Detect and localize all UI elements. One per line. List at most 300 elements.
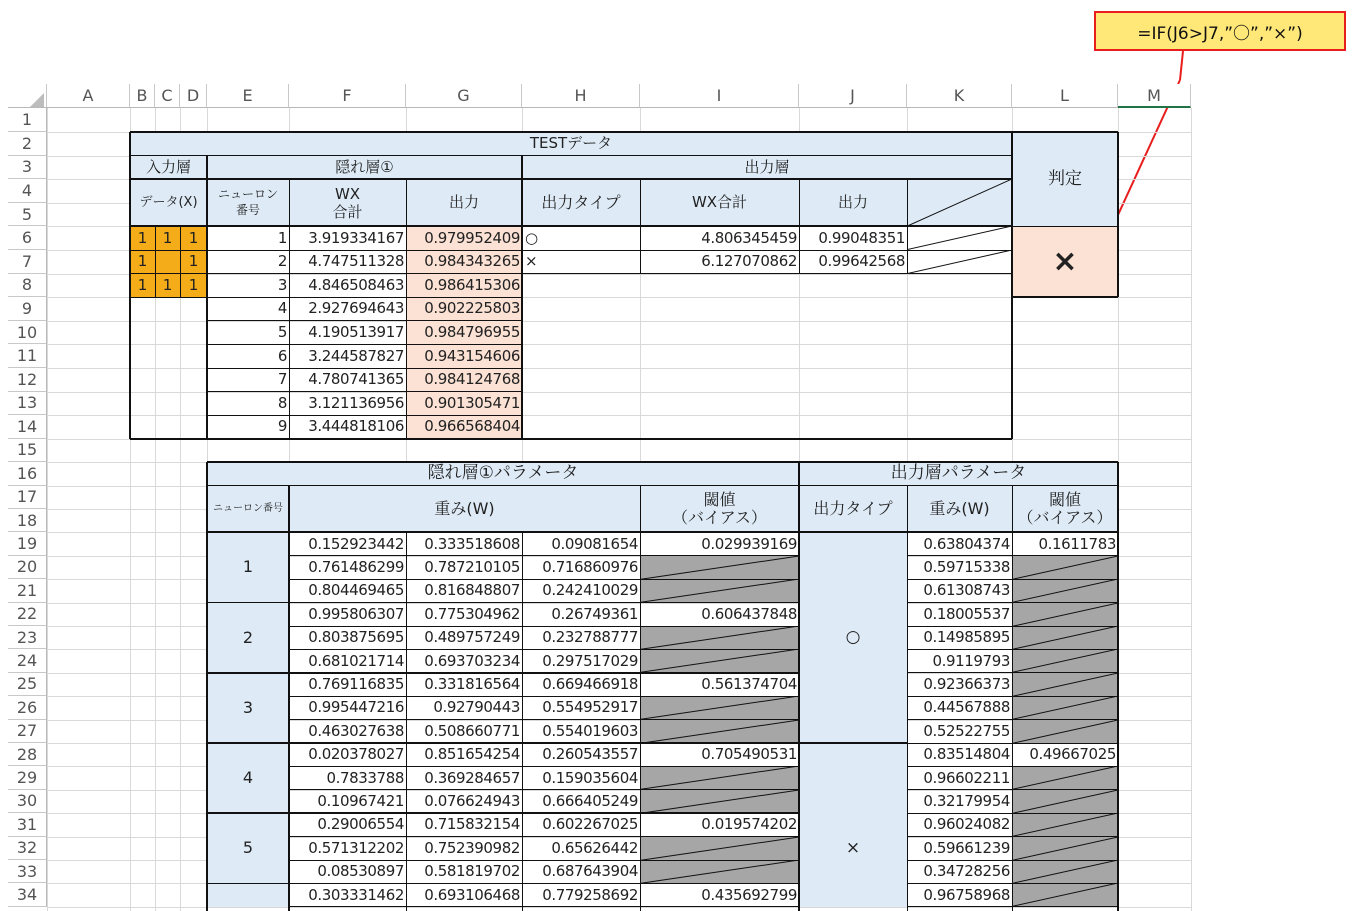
- weight-value[interactable]: 0.581819702: [424, 862, 520, 881]
- output-weight-value[interactable]: 0.83514804: [923, 745, 1010, 764]
- table-border: [289, 860, 799, 861]
- row-header-28[interactable]: 28: [8, 743, 47, 766]
- table-border: [798, 462, 800, 911]
- row-header-33[interactable]: 33: [8, 860, 47, 883]
- output-wx-value[interactable]: 6.127070862: [701, 252, 797, 271]
- test-title[interactable]: TESTデータ: [130, 132, 1012, 156]
- weight-value[interactable]: 0.715832154: [424, 815, 520, 834]
- column-header-B[interactable]: B: [130, 84, 155, 108]
- weight-value[interactable]: 0.995447216: [308, 698, 404, 717]
- wx-sum-value[interactable]: 3.244587827: [308, 346, 404, 365]
- table-border: [207, 812, 289, 814]
- column-header-M[interactable]: M: [1118, 84, 1191, 108]
- data-x-header[interactable]: データ(X): [130, 179, 207, 226]
- table-border: [289, 579, 799, 580]
- neuron-number[interactable]: 9: [277, 417, 287, 436]
- input-layer-header[interactable]: 入力層: [130, 156, 207, 180]
- wx-sum-value[interactable]: 3.121136956: [308, 393, 404, 412]
- output-weight-value[interactable]: 0.9119793: [932, 651, 1010, 670]
- table-border: [907, 766, 1118, 767]
- neuron-number[interactable]: 5: [277, 323, 287, 342]
- output-weight-value[interactable]: 0.63804374: [923, 534, 1010, 553]
- table-border: [907, 179, 908, 226]
- diagonal-line: [1012, 860, 1118, 883]
- row-header-17[interactable]: 17: [8, 486, 47, 509]
- input-cell[interactable]: 1: [130, 250, 155, 274]
- table-border: [207, 883, 289, 885]
- table-border: [1012, 226, 1118, 228]
- row-header-23[interactable]: 23: [8, 626, 47, 649]
- column-header-H[interactable]: H: [522, 84, 640, 108]
- select-all-triangle-icon: [28, 92, 44, 106]
- row-header-19[interactable]: 19: [8, 532, 47, 555]
- table-border: [907, 883, 1118, 884]
- threshold2-header[interactable]: 閾値 （バイアス）: [1012, 486, 1118, 533]
- table-border: [907, 672, 1118, 673]
- param-neuron-number[interactable]: [207, 883, 289, 906]
- output-weight-value[interactable]: 0.14985895: [923, 628, 1010, 647]
- neuron-number[interactable]: 3: [277, 275, 287, 294]
- diagonal-line: [1012, 720, 1118, 743]
- row-header-4[interactable]: 4: [8, 179, 47, 203]
- weight-value[interactable]: 0.804469465: [308, 581, 404, 600]
- weight-value[interactable]: 0.779258692: [542, 885, 638, 904]
- table-border: [207, 485, 1118, 487]
- column-header-I[interactable]: I: [640, 84, 799, 108]
- hidden-output-value[interactable]: 0.966568404: [406, 415, 522, 439]
- table-border: [640, 486, 641, 911]
- weight-value[interactable]: 0.09081654: [551, 534, 638, 553]
- table-border: [907, 579, 1118, 580]
- table-border: [207, 415, 522, 416]
- weight-value[interactable]: 0.681021714: [308, 651, 404, 670]
- table-border: [207, 320, 522, 321]
- row-header-20[interactable]: 20: [8, 556, 47, 579]
- neuron-number-header[interactable]: ニューロン 番号: [207, 179, 289, 226]
- table-border: [155, 226, 156, 297]
- table-border: [1117, 462, 1119, 911]
- row-header-32[interactable]: 32: [8, 837, 47, 860]
- hidden-output-value[interactable]: 0.901305471: [406, 392, 522, 416]
- wx-sum-value[interactable]: 4.780741365: [308, 370, 404, 389]
- weight-value[interactable]: 0.020378027: [308, 745, 404, 764]
- table-border: [1012, 296, 1118, 298]
- column-header-K[interactable]: K: [907, 84, 1012, 108]
- param-neuron-number[interactable]: 3: [207, 673, 289, 743]
- output-weight-value[interactable]: 0.52522755: [923, 721, 1010, 740]
- table-border: [799, 179, 800, 273]
- param-neuron-number[interactable]: 5: [207, 813, 289, 883]
- table-border: [130, 225, 1012, 227]
- table-border: [907, 743, 1118, 744]
- table-border: [207, 531, 1118, 533]
- table-border: [207, 344, 522, 345]
- neuron-number[interactable]: 2: [277, 252, 287, 271]
- weight-value[interactable]: 0.554019603: [542, 721, 638, 740]
- row-header-16[interactable]: 16: [8, 462, 47, 485]
- wx-sum-value[interactable]: 4.747511328: [308, 252, 404, 271]
- bias-value[interactable]: 0.705490531: [701, 745, 797, 764]
- table-border: [289, 883, 799, 885]
- table-border: [206, 156, 208, 439]
- bias-value[interactable]: 0.435692799: [701, 885, 797, 904]
- output-type-value[interactable]: ×: [525, 252, 538, 271]
- table-border: [207, 602, 289, 604]
- row-header-12[interactable]: 12: [8, 368, 47, 392]
- table-border: [289, 836, 799, 837]
- table-border: [799, 742, 907, 744]
- weight-value[interactable]: 0.752390982: [424, 838, 520, 857]
- weight-value[interactable]: 0.369284657: [424, 768, 520, 787]
- row-header-15[interactable]: 15: [8, 439, 47, 462]
- diagonal-line: [640, 626, 799, 649]
- bias-value[interactable]: 0.561374704: [701, 674, 797, 693]
- hidden-output-value[interactable]: 0.943154606: [406, 344, 522, 368]
- table-border: [129, 132, 131, 439]
- row-header-2[interactable]: 2: [8, 132, 47, 156]
- weight-value[interactable]: 0.687643904: [542, 862, 638, 881]
- output-weight-value[interactable]: 0.59661239: [923, 838, 1010, 857]
- gridline: [1191, 108, 1192, 911]
- input-cell[interactable]: 1: [130, 274, 155, 298]
- diagonal-line: [1012, 883, 1118, 906]
- param-output-type[interactable]: ×: [799, 743, 907, 907]
- input-cell[interactable]: 1: [130, 226, 155, 250]
- input-cell[interactable]: [155, 250, 180, 274]
- output-param-title[interactable]: 出力層パラメータ: [799, 462, 1118, 485]
- weight-value[interactable]: 0.761486299: [308, 557, 404, 576]
- row-header-34[interactable]: 34: [8, 883, 47, 906]
- diagonal-line: [640, 556, 799, 579]
- diagonal-line: [640, 696, 799, 719]
- weight-value[interactable]: 0.995806307: [308, 604, 404, 623]
- weight-value[interactable]: 0.816848807: [424, 581, 520, 600]
- column-header-G[interactable]: G: [406, 84, 522, 108]
- weight-header[interactable]: 重み(W): [289, 486, 640, 533]
- weight-value[interactable]: 0.851654254: [424, 745, 520, 764]
- output-type-value[interactable]: ○: [525, 228, 539, 247]
- row-header-7[interactable]: 7: [8, 250, 47, 274]
- weight-value[interactable]: 0.65626442: [551, 838, 638, 857]
- weight-value[interactable]: 0.602267025: [542, 815, 638, 834]
- row-header-1[interactable]: 1: [8, 108, 47, 132]
- weight-value[interactable]: 0.303331462: [308, 885, 404, 904]
- param-output-type[interactable]: ○: [799, 532, 907, 743]
- output-value[interactable]: 0.99642568: [818, 252, 905, 271]
- row-header-25[interactable]: 25: [8, 673, 47, 696]
- input-cell[interactable]: 1: [155, 274, 180, 298]
- row-header-5[interactable]: 5: [8, 203, 47, 227]
- output-weight-value[interactable]: 0.92366373: [923, 674, 1010, 693]
- table-border: [206, 462, 208, 911]
- table-border: [289, 626, 799, 627]
- output-layer-header[interactable]: 出力層: [522, 156, 1012, 180]
- row-header-18[interactable]: 18: [8, 509, 47, 532]
- hidden-output-value[interactable]: 0.984796955: [406, 321, 522, 345]
- weight-value[interactable]: 0.260543557: [542, 745, 638, 764]
- table-border: [907, 719, 1118, 720]
- input-cell[interactable]: 1: [180, 226, 207, 250]
- row-header-14[interactable]: 14: [8, 415, 47, 439]
- table-border: [522, 273, 1012, 274]
- table-border: [130, 131, 1012, 133]
- table-border: [907, 860, 1118, 861]
- table-border: [130, 155, 1012, 157]
- diagonal-line: [1012, 790, 1118, 813]
- table-border: [907, 626, 1118, 627]
- table-border: [207, 297, 522, 298]
- table-border: [207, 672, 289, 674]
- row-header-9[interactable]: 9: [8, 297, 47, 321]
- judgement-result[interactable]: ×: [1012, 226, 1118, 297]
- output-weight-value[interactable]: 0.96602211: [923, 768, 1010, 787]
- table-border: [907, 649, 1118, 650]
- wx-sum2-header[interactable]: WX合計: [640, 179, 799, 226]
- row-header-6[interactable]: 6: [8, 226, 47, 250]
- row-header-27[interactable]: 27: [8, 720, 47, 743]
- table-border: [288, 486, 290, 911]
- threshold-header[interactable]: 閾値 （バイアス）: [640, 486, 799, 533]
- param-neuron-number[interactable]: 4: [207, 743, 289, 813]
- diagonal-line: [1012, 579, 1118, 602]
- diagonal-line: [640, 720, 799, 743]
- param-neuron-number[interactable]: 1: [207, 532, 289, 602]
- neuron-number[interactable]: 6: [277, 346, 287, 365]
- table-border: [1117, 132, 1119, 297]
- row-header-26[interactable]: 26: [8, 696, 47, 719]
- wx-sum-value[interactable]: 2.927694643: [308, 299, 404, 318]
- table-border: [289, 672, 799, 674]
- column-header-E[interactable]: E: [207, 84, 289, 108]
- weight-value[interactable]: 0.787210105: [424, 557, 520, 576]
- table-border: [207, 368, 522, 369]
- output-weight-value[interactable]: 0.96024082: [923, 815, 1010, 834]
- output-weight-value[interactable]: 0.32179954: [923, 791, 1010, 810]
- wx-sum-header[interactable]: WX 合計: [289, 179, 406, 226]
- bias-value[interactable]: 0.606437848: [701, 604, 797, 623]
- table-border: [207, 250, 522, 251]
- weight-value[interactable]: 0.92790443: [433, 698, 520, 717]
- table-border: [207, 273, 522, 274]
- judgement-header[interactable]: 判定: [1012, 132, 1118, 226]
- output-weight-value[interactable]: 0.61308743: [923, 581, 1010, 600]
- hidden-output-value[interactable]: 0.984343265: [406, 250, 522, 274]
- hidden-layer-header[interactable]: 隠れ層①: [207, 156, 522, 180]
- table-border: [521, 156, 523, 439]
- diagonal-line: [1012, 556, 1118, 579]
- weight-value[interactable]: 0.571312202: [308, 838, 404, 857]
- weight-value[interactable]: 0.669466918: [542, 674, 638, 693]
- table-border: [289, 555, 799, 556]
- row-header-10[interactable]: 10: [8, 321, 47, 345]
- table-border: [907, 696, 1118, 697]
- table-border: [130, 178, 1012, 180]
- table-border: [1012, 131, 1118, 133]
- diagonal-line: [1012, 626, 1118, 649]
- diagonal-line: [1012, 673, 1118, 696]
- table-border: [907, 486, 908, 911]
- input-cell[interactable]: 1: [180, 250, 207, 274]
- table-border: [130, 297, 207, 298]
- weight-value[interactable]: 0.7833788: [326, 768, 404, 787]
- row-header-13[interactable]: 13: [8, 392, 47, 416]
- output-weight-value[interactable]: 0.34728256: [923, 862, 1010, 881]
- table-border: [289, 649, 799, 650]
- table-border: [289, 602, 799, 604]
- output-wx-value[interactable]: 4.806345459: [701, 228, 797, 247]
- output-bias-value[interactable]: 0.1611783: [1038, 534, 1116, 553]
- row-header-29[interactable]: 29: [8, 766, 47, 789]
- diagonal-line: [1012, 696, 1118, 719]
- row-header-11[interactable]: 11: [8, 344, 47, 368]
- table-border: [289, 742, 799, 744]
- column-header-J[interactable]: J: [799, 84, 907, 108]
- table-border: [207, 391, 522, 392]
- table-border: [130, 438, 1012, 440]
- diagonal-line: [1012, 813, 1118, 836]
- column-header-L[interactable]: L: [1012, 84, 1118, 108]
- wx-sum-value[interactable]: 3.444818106: [308, 417, 404, 436]
- weight-value[interactable]: 0.242410029: [542, 581, 638, 600]
- bias-value[interactable]: 0.019574202: [701, 815, 797, 834]
- neuron-number[interactable]: 4: [277, 299, 287, 318]
- param-neuron-header[interactable]: ニューロン番号: [207, 486, 289, 533]
- table-border: [1011, 132, 1013, 439]
- diagonal-line: [1012, 603, 1118, 626]
- hidden-output-value[interactable]: 0.986415306: [406, 274, 522, 298]
- wx-sum-value[interactable]: 3.919334167: [308, 228, 404, 247]
- table-border: [180, 226, 181, 297]
- weight-value[interactable]: 0.693703234: [424, 651, 520, 670]
- neuron-number[interactable]: 1: [277, 228, 287, 247]
- weight-value[interactable]: 0.769116835: [308, 674, 404, 693]
- weight-value[interactable]: 0.803875695: [308, 628, 404, 647]
- row-header-21[interactable]: 21: [8, 579, 47, 602]
- row-header-31[interactable]: 31: [8, 813, 47, 836]
- weight-value[interactable]: 0.508660771: [424, 721, 520, 740]
- weight-value[interactable]: 0.297517029: [542, 651, 638, 670]
- table-border: [130, 250, 207, 251]
- table-border: [1012, 486, 1013, 911]
- table-border: [289, 179, 290, 439]
- table-border: [289, 719, 799, 720]
- output2-header[interactable]: 出力: [799, 179, 907, 226]
- row-header-22[interactable]: 22: [8, 603, 47, 626]
- table-border: [406, 179, 407, 439]
- table-border: [289, 812, 799, 814]
- row-header-3[interactable]: 3: [8, 156, 47, 180]
- hidden-output-header[interactable]: 出力: [406, 179, 522, 226]
- diagonal-line: [907, 179, 1012, 226]
- output-weight-value[interactable]: 0.59715338: [923, 557, 1010, 576]
- diagonal-line: [640, 579, 799, 602]
- diagonal-line: [640, 790, 799, 813]
- hidden-param-title[interactable]: 隠れ層①パラメータ: [207, 462, 799, 485]
- diagonal-line: [907, 226, 1012, 250]
- diagonal-line: [640, 766, 799, 789]
- weight-value[interactable]: 0.26749361: [551, 604, 638, 623]
- weight-value[interactable]: 0.159035604: [542, 768, 638, 787]
- hidden-output-value[interactable]: 0.979952409: [406, 226, 522, 250]
- diagonal-line: [1012, 649, 1118, 672]
- table-border: [907, 836, 1118, 837]
- output-value[interactable]: 0.99048351: [818, 228, 905, 247]
- diagonal-line: [640, 860, 799, 883]
- diagonal-line: [907, 250, 1012, 274]
- weight2-header[interactable]: 重み(W): [907, 486, 1012, 533]
- weight-value[interactable]: 0.10967421: [317, 791, 404, 810]
- weight-value[interactable]: 0.29006554: [317, 815, 404, 834]
- diagonal-line: [1012, 766, 1118, 789]
- hidden-output-value[interactable]: 0.984124768: [406, 368, 522, 392]
- neuron-number[interactable]: 8: [277, 393, 287, 412]
- diagonal-line: [640, 649, 799, 672]
- output-weight-value[interactable]: 0.44567888: [923, 698, 1010, 717]
- weight-value[interactable]: 0.775304962: [424, 604, 520, 623]
- formula-callout: =IF(J6>J7,”〇”,”×”): [1094, 11, 1346, 51]
- table-border: [289, 696, 799, 697]
- output-type-param-header[interactable]: 出力タイプ: [799, 486, 907, 533]
- row-header-30[interactable]: 30: [8, 790, 47, 813]
- diagonal-line: [1012, 837, 1118, 860]
- row-header-8[interactable]: 8: [8, 274, 47, 298]
- table-border: [207, 461, 1118, 463]
- output-type-header[interactable]: 出力タイプ: [522, 179, 640, 226]
- weight-value[interactable]: 0.716860976: [542, 557, 638, 576]
- wx-sum-value[interactable]: 4.190513917: [308, 323, 404, 342]
- input-cell[interactable]: 1: [180, 274, 207, 298]
- bias-value[interactable]: 0.029939169: [701, 534, 797, 553]
- output-weight-value[interactable]: 0.18005537: [923, 604, 1010, 623]
- table-border: [207, 742, 289, 744]
- weight-value[interactable]: 0.232788777: [542, 628, 638, 647]
- hidden-output-value[interactable]: 0.902225803: [406, 297, 522, 321]
- table-border: [907, 906, 1118, 907]
- table-border: [289, 789, 799, 790]
- weight-value[interactable]: 0.331816564: [424, 674, 520, 693]
- table-border: [289, 766, 799, 767]
- table-border: [289, 906, 799, 907]
- weight-value[interactable]: 0.463027638: [308, 721, 404, 740]
- table-border: [522, 250, 1012, 251]
- weight-value[interactable]: 0.333518608: [424, 534, 520, 553]
- table-border: [130, 273, 207, 274]
- column-header-F[interactable]: F: [289, 84, 406, 108]
- table-border: [907, 789, 1118, 790]
- column-header-A[interactable]: A: [47, 84, 130, 108]
- input-cell[interactable]: 1: [155, 226, 180, 250]
- neuron-number[interactable]: 7: [277, 370, 287, 389]
- weight-value[interactable]: 0.152923442: [308, 534, 404, 553]
- table-border: [522, 532, 523, 911]
- weight-value[interactable]: 0.489757249: [424, 628, 520, 647]
- table-border: [907, 813, 1118, 814]
- table-border: [406, 532, 407, 911]
- weight-value[interactable]: 0.08530897: [317, 862, 404, 881]
- column-header-C[interactable]: C: [155, 84, 180, 108]
- weight-value[interactable]: 0.554952917: [542, 698, 638, 717]
- output-bias-value[interactable]: 0.49667025: [1029, 745, 1116, 764]
- output-weight-value[interactable]: 0.96758968: [923, 885, 1010, 904]
- wx-sum-value[interactable]: 4.846508463: [308, 275, 404, 294]
- weight-value[interactable]: 0.076624943: [424, 791, 520, 810]
- column-header-D[interactable]: D: [180, 84, 207, 108]
- weight-value[interactable]: 0.666405249: [542, 791, 638, 810]
- row-header-24[interactable]: 24: [8, 649, 47, 672]
- param-neuron-number[interactable]: 2: [207, 603, 289, 673]
- weight-value[interactable]: 0.693106468: [424, 885, 520, 904]
- table-border: [907, 602, 1118, 603]
